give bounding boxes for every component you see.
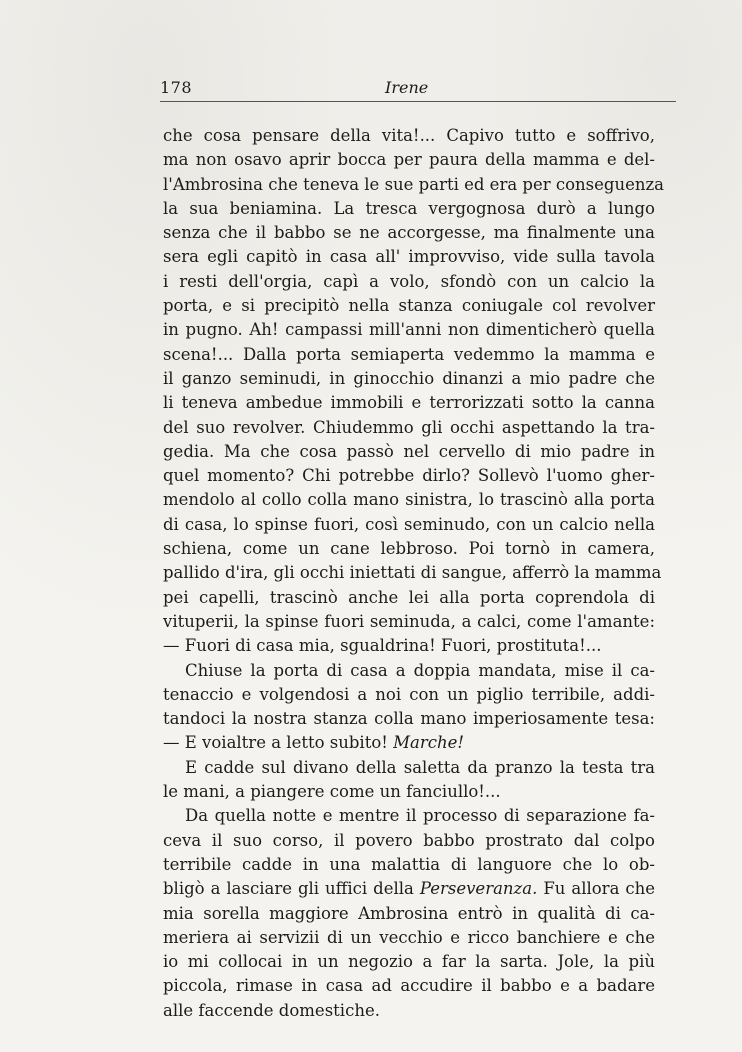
text-line-main: mia sorella maggiore Ambrosina entrò in qualità di ca- [163, 903, 655, 923]
text-line-main: io mi collocai in un negozio a far la sarta. Jole, la più [163, 952, 655, 972]
text-line [163, 367, 655, 391]
page-number: 178 [160, 78, 193, 97]
text-line [163, 245, 655, 269]
text-line [163, 999, 655, 1023]
text-line [163, 877, 655, 901]
text-line [163, 343, 655, 367]
text-line-main: ma non osavo aprir bocca per paura della mamma e del- [163, 150, 655, 170]
text-line [163, 731, 655, 755]
text-line [163, 683, 655, 707]
running-title: Irene [385, 78, 429, 97]
text-line-main: Da quella notte e mentre il processo di separazione fa- [185, 806, 655, 826]
text-line-main: tandoci la nostra stanza colla mano imperiosamente tesa: [163, 709, 655, 729]
text-line [163, 464, 655, 488]
text-line [163, 416, 655, 440]
text-line [163, 124, 655, 148]
text-line [163, 926, 655, 950]
text-line [163, 488, 655, 512]
text-line-main: le mani, a piangere come un fanciullo!... [163, 782, 501, 802]
text-line-italic: Marche! [393, 733, 465, 753]
text-line [163, 853, 655, 877]
text-line [163, 513, 655, 537]
text-line-main: senza che il babbo se ne accorgesse, ma finalmente una [163, 223, 655, 243]
text-line-main: piccola, rimase in casa ad accudire il babbo e a badare [163, 976, 655, 996]
text-line [163, 440, 655, 464]
text-line-main: vituperii, la spinse fuori seminuda, a calci, come l'amante: [163, 611, 655, 631]
text-line [163, 148, 655, 172]
header-rule [160, 101, 676, 102]
text-line [163, 974, 655, 998]
text-line-main: meriera ai servizii di un vecchio e ricco banchiere e che [163, 927, 655, 947]
text-line-main: quel momento? Chi potrebbe dirlo? Sollevò l'uomo gher- [163, 466, 655, 486]
text-line-main: pallido d'ira, gli occhi iniettati di sangue, afferrò la mamma [163, 563, 662, 583]
text-line [163, 561, 662, 585]
text-line [163, 950, 655, 974]
text-line-main: tenaccio e volgendosi a noi con un piglio terribile, addi- [163, 684, 655, 704]
text-line-main: che cosa pensare della vita!... Capivo tutto e soffrivo, [163, 126, 655, 145]
text-line-main: — Fuori di casa mia, sgualdrina! Fuori, prostituta!... [163, 636, 602, 656]
body-text [163, 124, 665, 1023]
text-line-main: mendolo al collo colla mano sinistra, lo trascinò alla porta [163, 490, 655, 510]
text-line-main: in pugno. Ah! campassi mill'anni non dimenticherò quella [163, 320, 655, 340]
text-line [163, 610, 655, 634]
text-line-main: porta, e si precipitò nella stanza coniugale col revolver [163, 296, 655, 316]
text-line [163, 391, 655, 415]
text-line-main: gedia. Ma che cosa passò nel cervello di mio padre in [163, 441, 655, 461]
text-line-main: terribile cadde in una malattia di languore che lo ob- [163, 854, 655, 874]
text-line-main: il ganzo seminudi, in ginocchio dinanzi a mio padre che [163, 368, 655, 388]
page-header [160, 78, 680, 102]
text-line-main: bligò a lasciare gli uffici della [163, 879, 414, 899]
text-line [163, 197, 655, 221]
text-line-main: del suo revolver. Chiudemmo gli occhi aspettando la tra- [163, 417, 655, 437]
text-line-tail: Fu allora che [543, 879, 656, 899]
text-line-main: sera egli capitò in casa all' improvviso, vide sulla tavola [163, 247, 655, 267]
text-line [163, 173, 665, 197]
text-line [163, 804, 655, 828]
text-line-main: E cadde sul divano della saletta da pranzo la testa tra [185, 757, 655, 777]
text-line [163, 902, 655, 926]
text-line-main: la sua beniamina. La tresca vergognosa durò a lungo [163, 198, 655, 218]
text-line [163, 270, 655, 294]
text-line-italic: Perseveranza. [419, 879, 538, 899]
text-line-main: l'Ambrosina che teneva le sue parti ed era per conseguenza [163, 174, 665, 194]
text-line [163, 829, 655, 853]
text-line [163, 318, 655, 342]
text-line-main: schiena, come un cane lebbroso. Poi tornò in camera, [163, 539, 655, 559]
text-line-main: — E voialtre a letto subito! [163, 733, 388, 753]
text-line-main: di casa, lo spinse fuori, così seminudo, con un calcio nella [163, 514, 655, 534]
text-line [163, 707, 655, 731]
text-line [163, 221, 655, 245]
text-line-main: pei capelli, trascinò anche lei alla porta coprendola di [163, 587, 655, 607]
text-line [163, 756, 655, 780]
text-line-main: li teneva ambedue immobili e terrorizzati sotto la canna [163, 393, 655, 413]
text-line [163, 659, 655, 683]
text-line [163, 294, 655, 318]
text-line [163, 537, 655, 561]
text-line-main: Chiuse la porta di casa a doppia mandata, mise il ca- [185, 660, 655, 680]
text-line [163, 586, 655, 610]
text-line [163, 780, 655, 804]
text-line-main: ceva il suo corso, il povero babbo prostrato dal colpo [163, 830, 655, 850]
text-line-main: scena!... Dalla porta semiaperta vedemmo la mamma e [163, 344, 655, 364]
text-line-main: alle faccende domestiche. [163, 1000, 380, 1020]
text-line-main: i resti dell'orgia, capì a volo, sfondò con un calcio la [163, 271, 655, 291]
text-line [163, 634, 655, 658]
